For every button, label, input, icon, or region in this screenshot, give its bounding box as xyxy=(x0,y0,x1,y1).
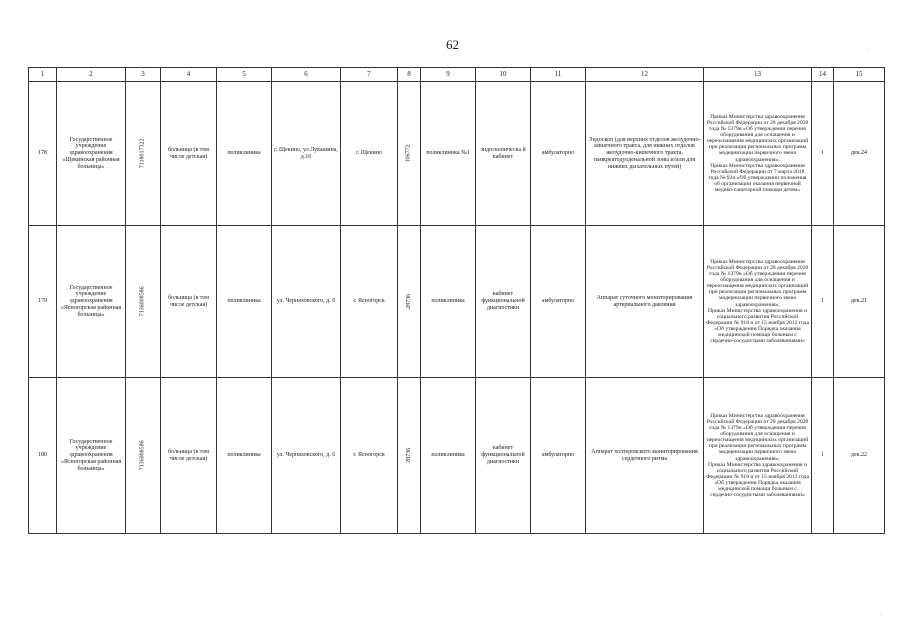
table-row xyxy=(29,82,885,226)
unit-index: 28736 xyxy=(398,378,421,534)
column-header: 4 xyxy=(161,68,217,82)
equipment-name: Аппарат суточного мониторирования артериального давления xyxy=(586,226,704,378)
column-header: 2 xyxy=(57,68,126,82)
column-header: 10 xyxy=(476,68,531,82)
page-number: 62 xyxy=(446,37,459,52)
inn-code: 7136008586 xyxy=(126,226,161,378)
column-header: 1 xyxy=(29,68,57,82)
department: поликлиника xyxy=(421,378,476,534)
city: г. Щекино xyxy=(341,82,398,226)
column-header: 11 xyxy=(531,68,586,82)
inn-code: 7136008586 xyxy=(126,378,161,534)
delivery-month: дек.21 xyxy=(834,226,885,378)
room: кабинет функциональной диагностики xyxy=(476,378,531,534)
table-row xyxy=(29,226,885,378)
column-header: 7 xyxy=(341,68,398,82)
room: кабинет функциональной диагностики xyxy=(476,226,531,378)
city: г. Ясногорск xyxy=(341,226,398,378)
facility-type: больница (в том числе детская) xyxy=(161,226,217,378)
address: ул. Черняховского, д. 6 xyxy=(272,378,341,534)
column-header: 13 xyxy=(704,68,812,82)
equipment-name: Эндоскоп (для верхних отделов желудочно-кишечного тракта, для нижних отделов желудочно-кишечного тракта, панкреатодуоденальной зоны и/или для нижних дыхательных путей) xyxy=(586,82,704,226)
city: г. Ясногорск xyxy=(341,378,398,534)
address: г. Щекино, ул.Лукашина, д.16 xyxy=(272,82,341,226)
column-header: 8 xyxy=(398,68,421,82)
department: поликлиника xyxy=(421,226,476,378)
legal-basis: Приказ Министерства здравоохранения Российской Федерации от 28 декабря 2020 года № 1379н «Об утверждении перечня оборудования для оснащения и переоснащения медицинских организаций при реализации региональных программ модернизации первичного звена здравоохранения»; Приказ Министерства здравоохранения Российской Федерации от 7 марта 2018 года № 92н «Об утверждении положения об организации оказания первичной медико-санитарной помощи детям» xyxy=(704,82,812,226)
row-number: 180 xyxy=(29,378,57,534)
scan-mark: · xyxy=(880,612,882,618)
unit-index: 106772 xyxy=(398,82,421,226)
column-header: 3 xyxy=(126,68,161,82)
unit-name: поликлиника xyxy=(217,378,272,534)
department: поликлиника №1 xyxy=(421,82,476,226)
care-form: амбулаторно xyxy=(531,378,586,534)
row-number: 178 xyxy=(29,82,57,226)
column-header: 14 xyxy=(812,68,834,82)
column-header: 6 xyxy=(272,68,341,82)
column-header: 5 xyxy=(217,68,272,82)
quantity: 1 xyxy=(812,226,834,378)
column-header: 12 xyxy=(586,68,704,82)
organization-name: Государственное учреждение здравоохранения «Ясногорская районная больница» xyxy=(57,378,126,534)
column-header: 15 xyxy=(834,68,885,82)
legal-basis: Приказ Министерства здравоохранения Российской Федерации от 28 декабря 2020 года № 1379н «Об утверждении перечня оборудования для оснащения и переоснащения медицинских организаций при реализации региональных программ модернизации первичного звена здравоохранения»; Приказ Министерства здравоохранения и социального развития Российской Федерации № 918 н от 15 ноября 2012 года «Об утверждении Порядка оказания медицинской помощи больным с сердечно-сосудистыми заболеваниями» xyxy=(704,226,812,378)
organization-name: Государственное учреждение здравоохранения «Ясногорская районная больница» xyxy=(57,226,126,378)
legal-basis: Приказ Министерства здравоохранения Российской Федерации от 28 декабря 2020 года № 1379н «Об утверждении перечня оборудования для оснащения и переоснащения медицинских организаций при реализации региональных программ модернизации первичного звена здравоохранения»; Приказ Министерства здравоохранения и социального развития Российской Федерации № 918 н от 15 ноября 2012 года «Об утверждении Порядка оказания медицинской помощи больным с сердечно-сосудистыми заболеваниями» xyxy=(704,378,812,534)
unit-name: поликлиника xyxy=(217,226,272,378)
column-header: 9 xyxy=(421,68,476,82)
care-form: амбулаторно xyxy=(531,226,586,378)
address: ул. Черняховского, д. 6 xyxy=(272,226,341,378)
facility-type: больница (в том числе детская) xyxy=(161,82,217,226)
care-form: амбулаторно xyxy=(531,82,586,226)
equipment-table xyxy=(28,67,885,534)
organization-name: Государственное учреждение здравоохранения «Щекинская районная больница» xyxy=(57,82,126,226)
inn-code: 7118017322 xyxy=(126,82,161,226)
quantity: 1 xyxy=(812,82,834,226)
equipment-name: Аппарат холтеровского мониторирования сердечного ритма xyxy=(586,378,704,534)
unit-name: поликлиника xyxy=(217,82,272,226)
row-number: 179 xyxy=(29,226,57,378)
facility-type: больница (в том числе детская) xyxy=(161,378,217,534)
table-row xyxy=(29,378,885,534)
table-header-row xyxy=(29,68,885,82)
unit-index: 28736 xyxy=(398,226,421,378)
scan-mark: · xyxy=(868,48,870,54)
delivery-month: дек.24 xyxy=(834,82,885,226)
room: эндоскопическа й кабинет xyxy=(476,82,531,226)
quantity: 1 xyxy=(812,378,834,534)
delivery-month: дек.22 xyxy=(834,378,885,534)
